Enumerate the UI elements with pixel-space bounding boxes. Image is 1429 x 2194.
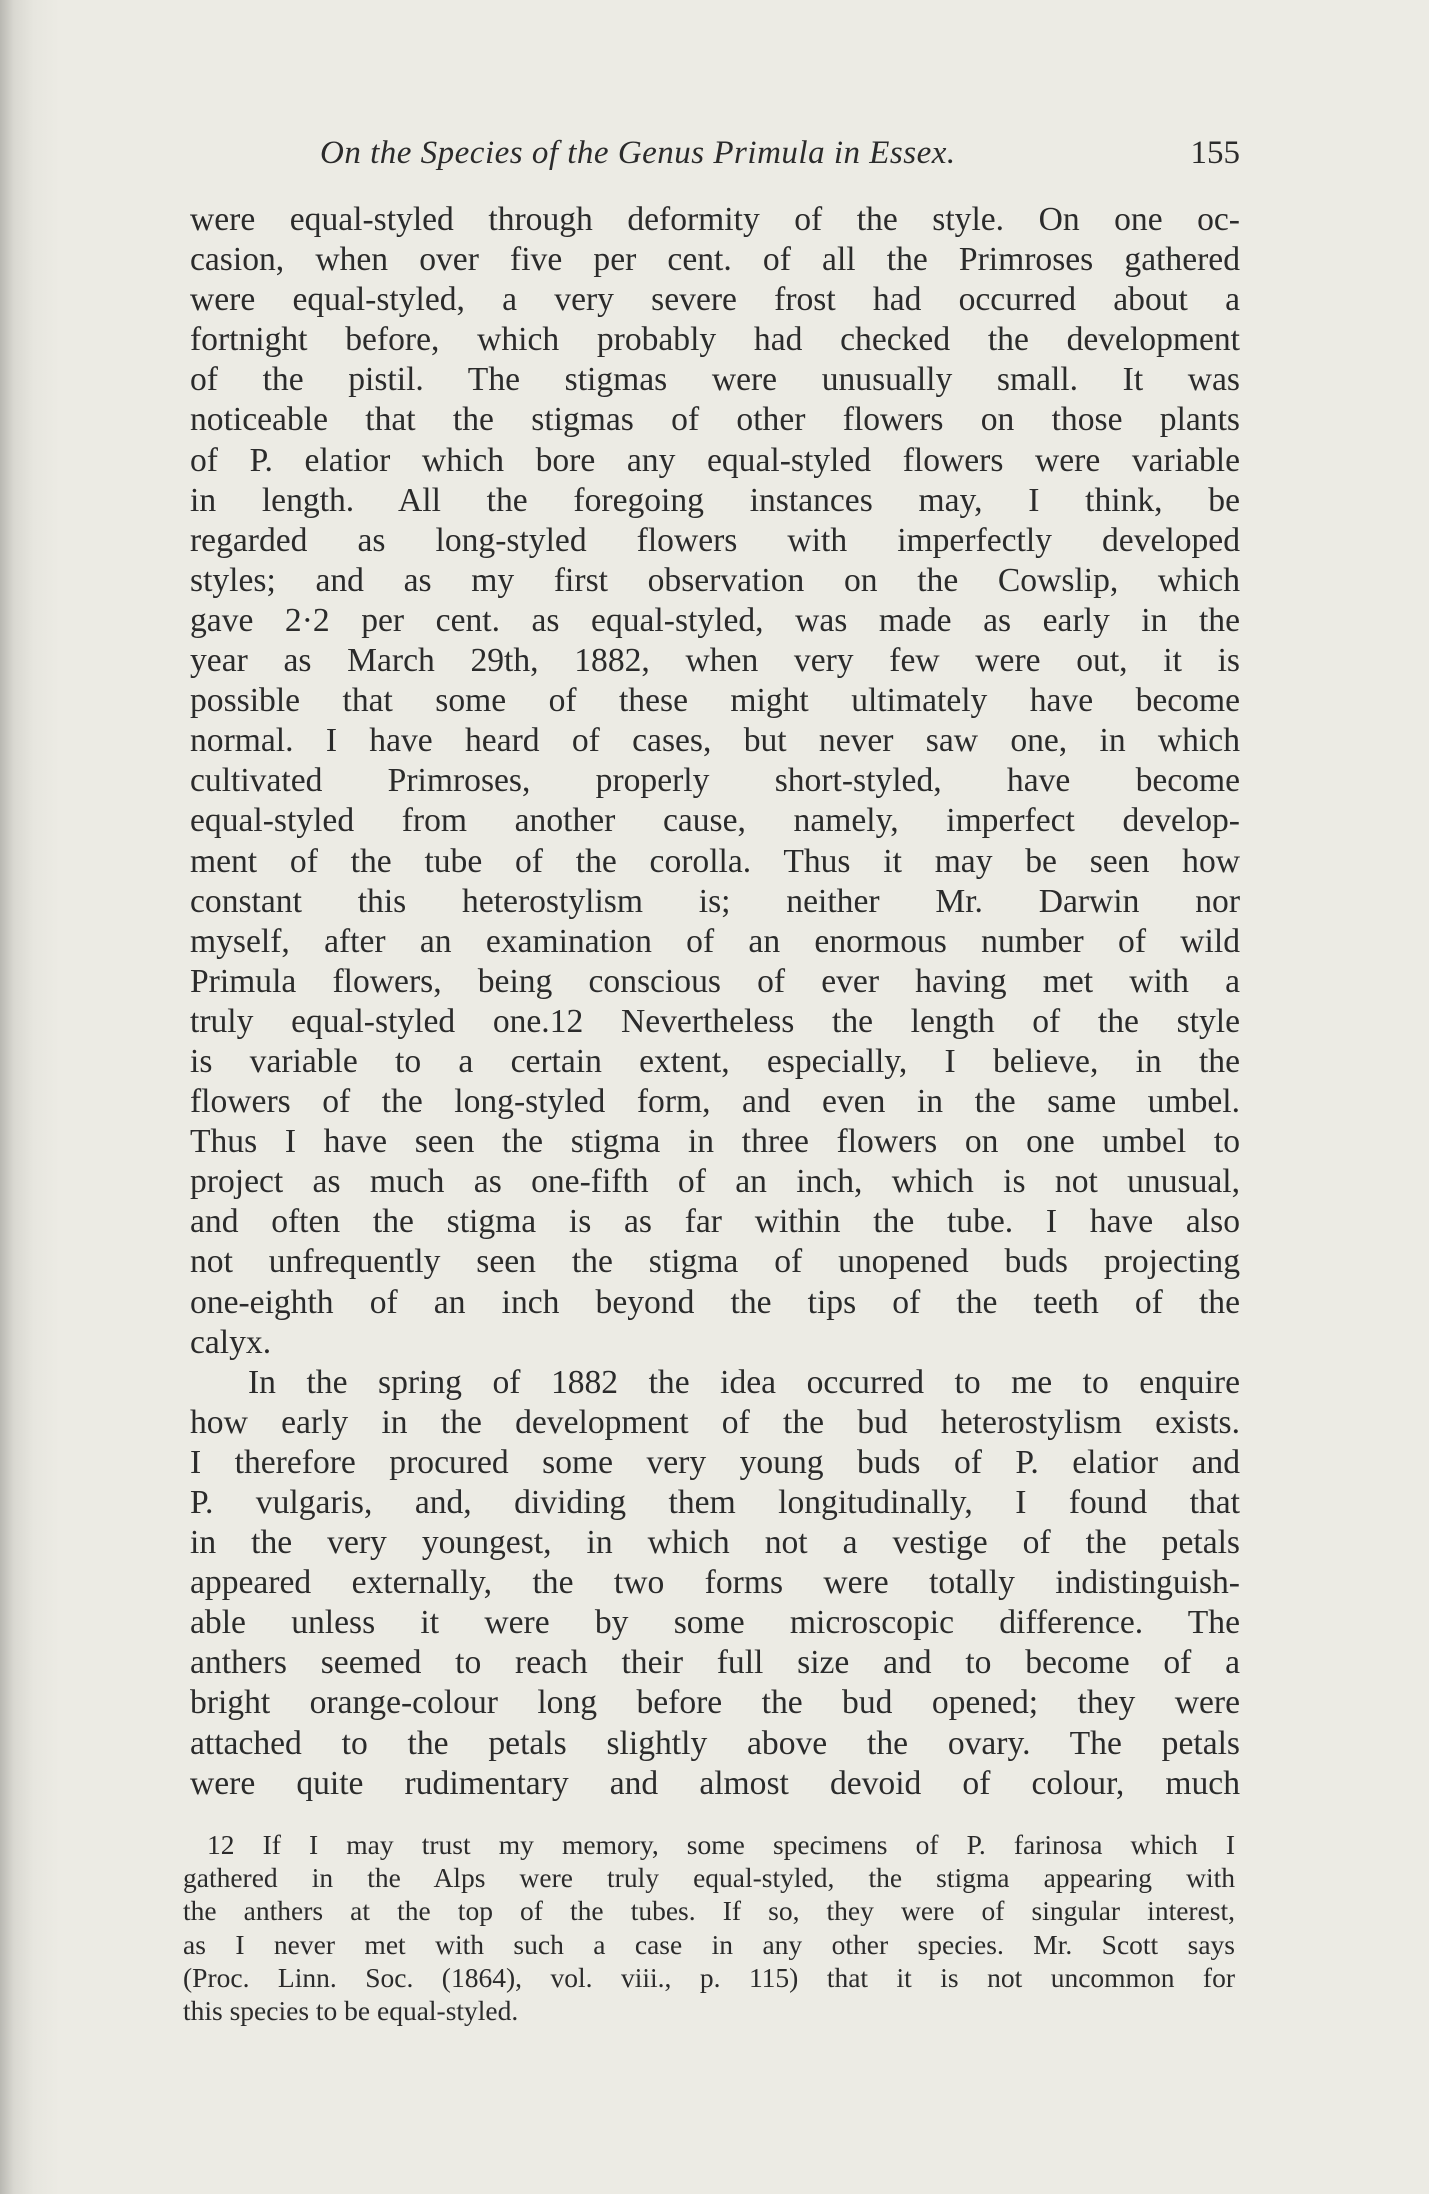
footnotes bbox=[183, 1828, 1235, 2027]
text-line: constant this heterostylism is; neither Mr. Darwin nor bbox=[190, 882, 1240, 920]
text-line: were equal-styled through deformity of the style. On one oc- bbox=[190, 201, 1240, 238]
text-line: able unless it were by some microscopic difference. The bbox=[190, 1604, 1240, 1642]
text-line: and often the stigma is as far within the tube. I have also bbox=[190, 1203, 1240, 1241]
text-line: attached to the petals slightly above the ovary. The petals bbox=[190, 1724, 1240, 1762]
text-line: regarded as long-styled flowers with imperfectly developed bbox=[190, 521, 1240, 559]
page-number: 155 bbox=[1190, 135, 1240, 171]
text-line: I therefore procured some very young buds of P. elatior and bbox=[190, 1443, 1240, 1481]
text-line: how early in the development of the bud heterostylism exists. bbox=[190, 1403, 1240, 1441]
text-line: not unfrequently seen the stigma of unopened buds projecting bbox=[190, 1243, 1240, 1281]
text-line: were quite rudimentary and almost devoid of colour, much bbox=[190, 1764, 1240, 1802]
text-line: of the pistil. The stigmas were unusually small. It was bbox=[190, 361, 1240, 399]
running-title: On the Species of the Genus Primula in Essex. bbox=[320, 135, 956, 171]
text-line: normal. I have heard of cases, but never saw one, in which bbox=[190, 722, 1240, 760]
text-line: Thus I have seen the stigma in three flowers on one umbel to bbox=[190, 1123, 1240, 1161]
text-line: cultivated Primroses, properly short-styled, have become bbox=[190, 762, 1240, 800]
text-line: truly equal-styled one.12 Nevertheless the length of the style bbox=[190, 1002, 1240, 1040]
text-line: casion, when over five per cent. of all the Primroses gathered bbox=[190, 241, 1240, 279]
text-line: In the spring of 1882 the idea occurred to me to enquire bbox=[248, 1363, 1240, 1401]
footnote-line: this species to be equal-styled. bbox=[183, 1994, 519, 2026]
text-line: Primula flowers, being conscious of ever having met with a bbox=[190, 962, 1240, 1000]
text-line: project as much as one-fifth of an inch, which is not unusual, bbox=[190, 1163, 1240, 1201]
text-line: in length. All the foregoing instances may, I think, be bbox=[190, 481, 1240, 519]
text-line: flowers of the long-styled form, and even in the same umbel. bbox=[190, 1083, 1240, 1121]
page-header bbox=[190, 135, 1240, 179]
text-line: equal-styled from another cause, namely, imperfect develop- bbox=[190, 802, 1240, 840]
text-line: of P. elatior which bore any equal-styled flowers were variable bbox=[190, 441, 1240, 479]
footnote-line: the anthers at the top of the tubes. If so, they were of singular interest, bbox=[183, 1895, 1235, 1927]
footnote-line: (Proc. Linn. Soc. (1864), vol. viii., p. 115) that it is not uncommon for bbox=[183, 1961, 1235, 1993]
text-line: one-eighth of an inch beyond the tips of the teeth of the bbox=[190, 1283, 1240, 1321]
text-line: calyx. bbox=[190, 1323, 272, 1361]
body-text bbox=[190, 200, 1240, 1804]
footnote-line: 12 If I may trust my memory, some specimens of P. farinosa which I bbox=[207, 1829, 1235, 1860]
text-line: gave 2·2 per cent. as equal-styled, was made as early in the bbox=[190, 601, 1240, 639]
text-line: noticeable that the stigmas of other flowers on those plants bbox=[190, 401, 1240, 439]
text-line: is variable to a certain extent, especially, I believe, in the bbox=[190, 1042, 1240, 1080]
text-line: appeared externally, the two forms were totally indistinguish- bbox=[190, 1564, 1240, 1602]
text-line: myself, after an examination of an enormous number of wild bbox=[190, 922, 1240, 960]
text-line: fortnight before, which probably had checked the development bbox=[190, 321, 1240, 359]
text-line: bright orange-colour long before the bud opened; they were bbox=[190, 1684, 1240, 1722]
text-line: styles; and as my first observation on the Cowslip, which bbox=[190, 561, 1240, 599]
footnote-line: gathered in the Alps were truly equal-styled, the stigma appearing with bbox=[183, 1862, 1235, 1894]
footnote-line: as I never met with such a case in any other species. Mr. Scott says bbox=[183, 1928, 1235, 1960]
text-line: possible that some of these might ultimately have become bbox=[190, 682, 1240, 720]
text-line: P. vulgaris, and, dividing them longitudinally, I found that bbox=[190, 1484, 1240, 1521]
text-line: year as March 29th, 1882, when very few were out, it is bbox=[190, 642, 1240, 680]
text-line: in the very youngest, in which not a vestige of the petals bbox=[190, 1524, 1240, 1562]
text-line: anthers seemed to reach their full size and to become of a bbox=[190, 1644, 1240, 1682]
text-line: were equal-styled, a very severe frost had occurred about a bbox=[190, 281, 1240, 319]
text-line: ment of the tube of the corolla. Thus it may be seen how bbox=[190, 842, 1240, 880]
